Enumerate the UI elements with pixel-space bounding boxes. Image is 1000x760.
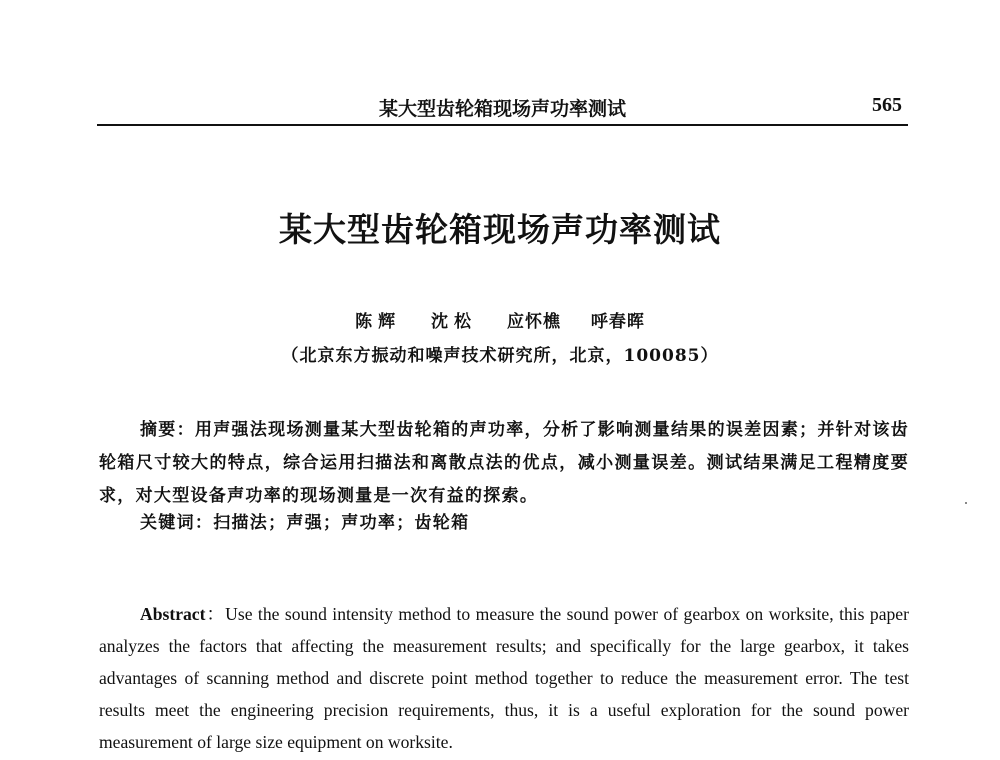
running-head	[97, 88, 908, 126]
keywords-label: 关键词：	[140, 513, 214, 533]
chinese-abstract-text: 用声强法现场测量某大型齿轮箱的声功率，分析了影响测量结果的误差因素；并针对该齿轮箱尺寸较大的特点，综合运用扫描法和离散点法的优点，减小测量误差。测试结果满足工程精度要求，对大型设备声功率的现场测量是一次有益的探索。	[99, 420, 909, 506]
paper-title: 某大型齿轮箱现场声功率测试	[279, 210, 721, 249]
author-name: 陈辉	[355, 312, 402, 332]
keywords-text: 扫描法；声强；声功率；齿轮箱	[213, 513, 470, 533]
author-name: 沈松	[431, 312, 478, 332]
affiliation: （北京东方振动和噪声技术研究所，北京，100085）	[281, 346, 719, 366]
scan-artifact	[965, 502, 967, 504]
chinese-abstract-label: 摘要：	[140, 420, 195, 440]
english-abstract-text: Use the sound intensity method to measure the sound power of gearbox on worksite, this paper analyzes the factors that affecting the measurement results; and specifically for the large gearbox, it takes advantages of scanning method and discrete point method together to reduce the measurement error. The test results meet the engineering precision requirements, thus, it is a useful exploration for the sound power measurement of large size equipment on worksite.	[99, 604, 909, 752]
english-abstract-colon: ：	[205, 604, 226, 624]
author-name: 应怀樵	[506, 312, 561, 332]
english-abstract	[99, 598, 909, 758]
running-title: 某大型齿轮箱现场声功率测试	[378, 98, 626, 120]
author-name: 呼春晖	[590, 312, 645, 332]
chinese-keywords	[140, 508, 469, 533]
chinese-abstract	[99, 414, 909, 513]
author-list	[0, 307, 1000, 332]
english-abstract-label: Abstract	[140, 604, 206, 624]
page-number: 565	[872, 94, 902, 116]
